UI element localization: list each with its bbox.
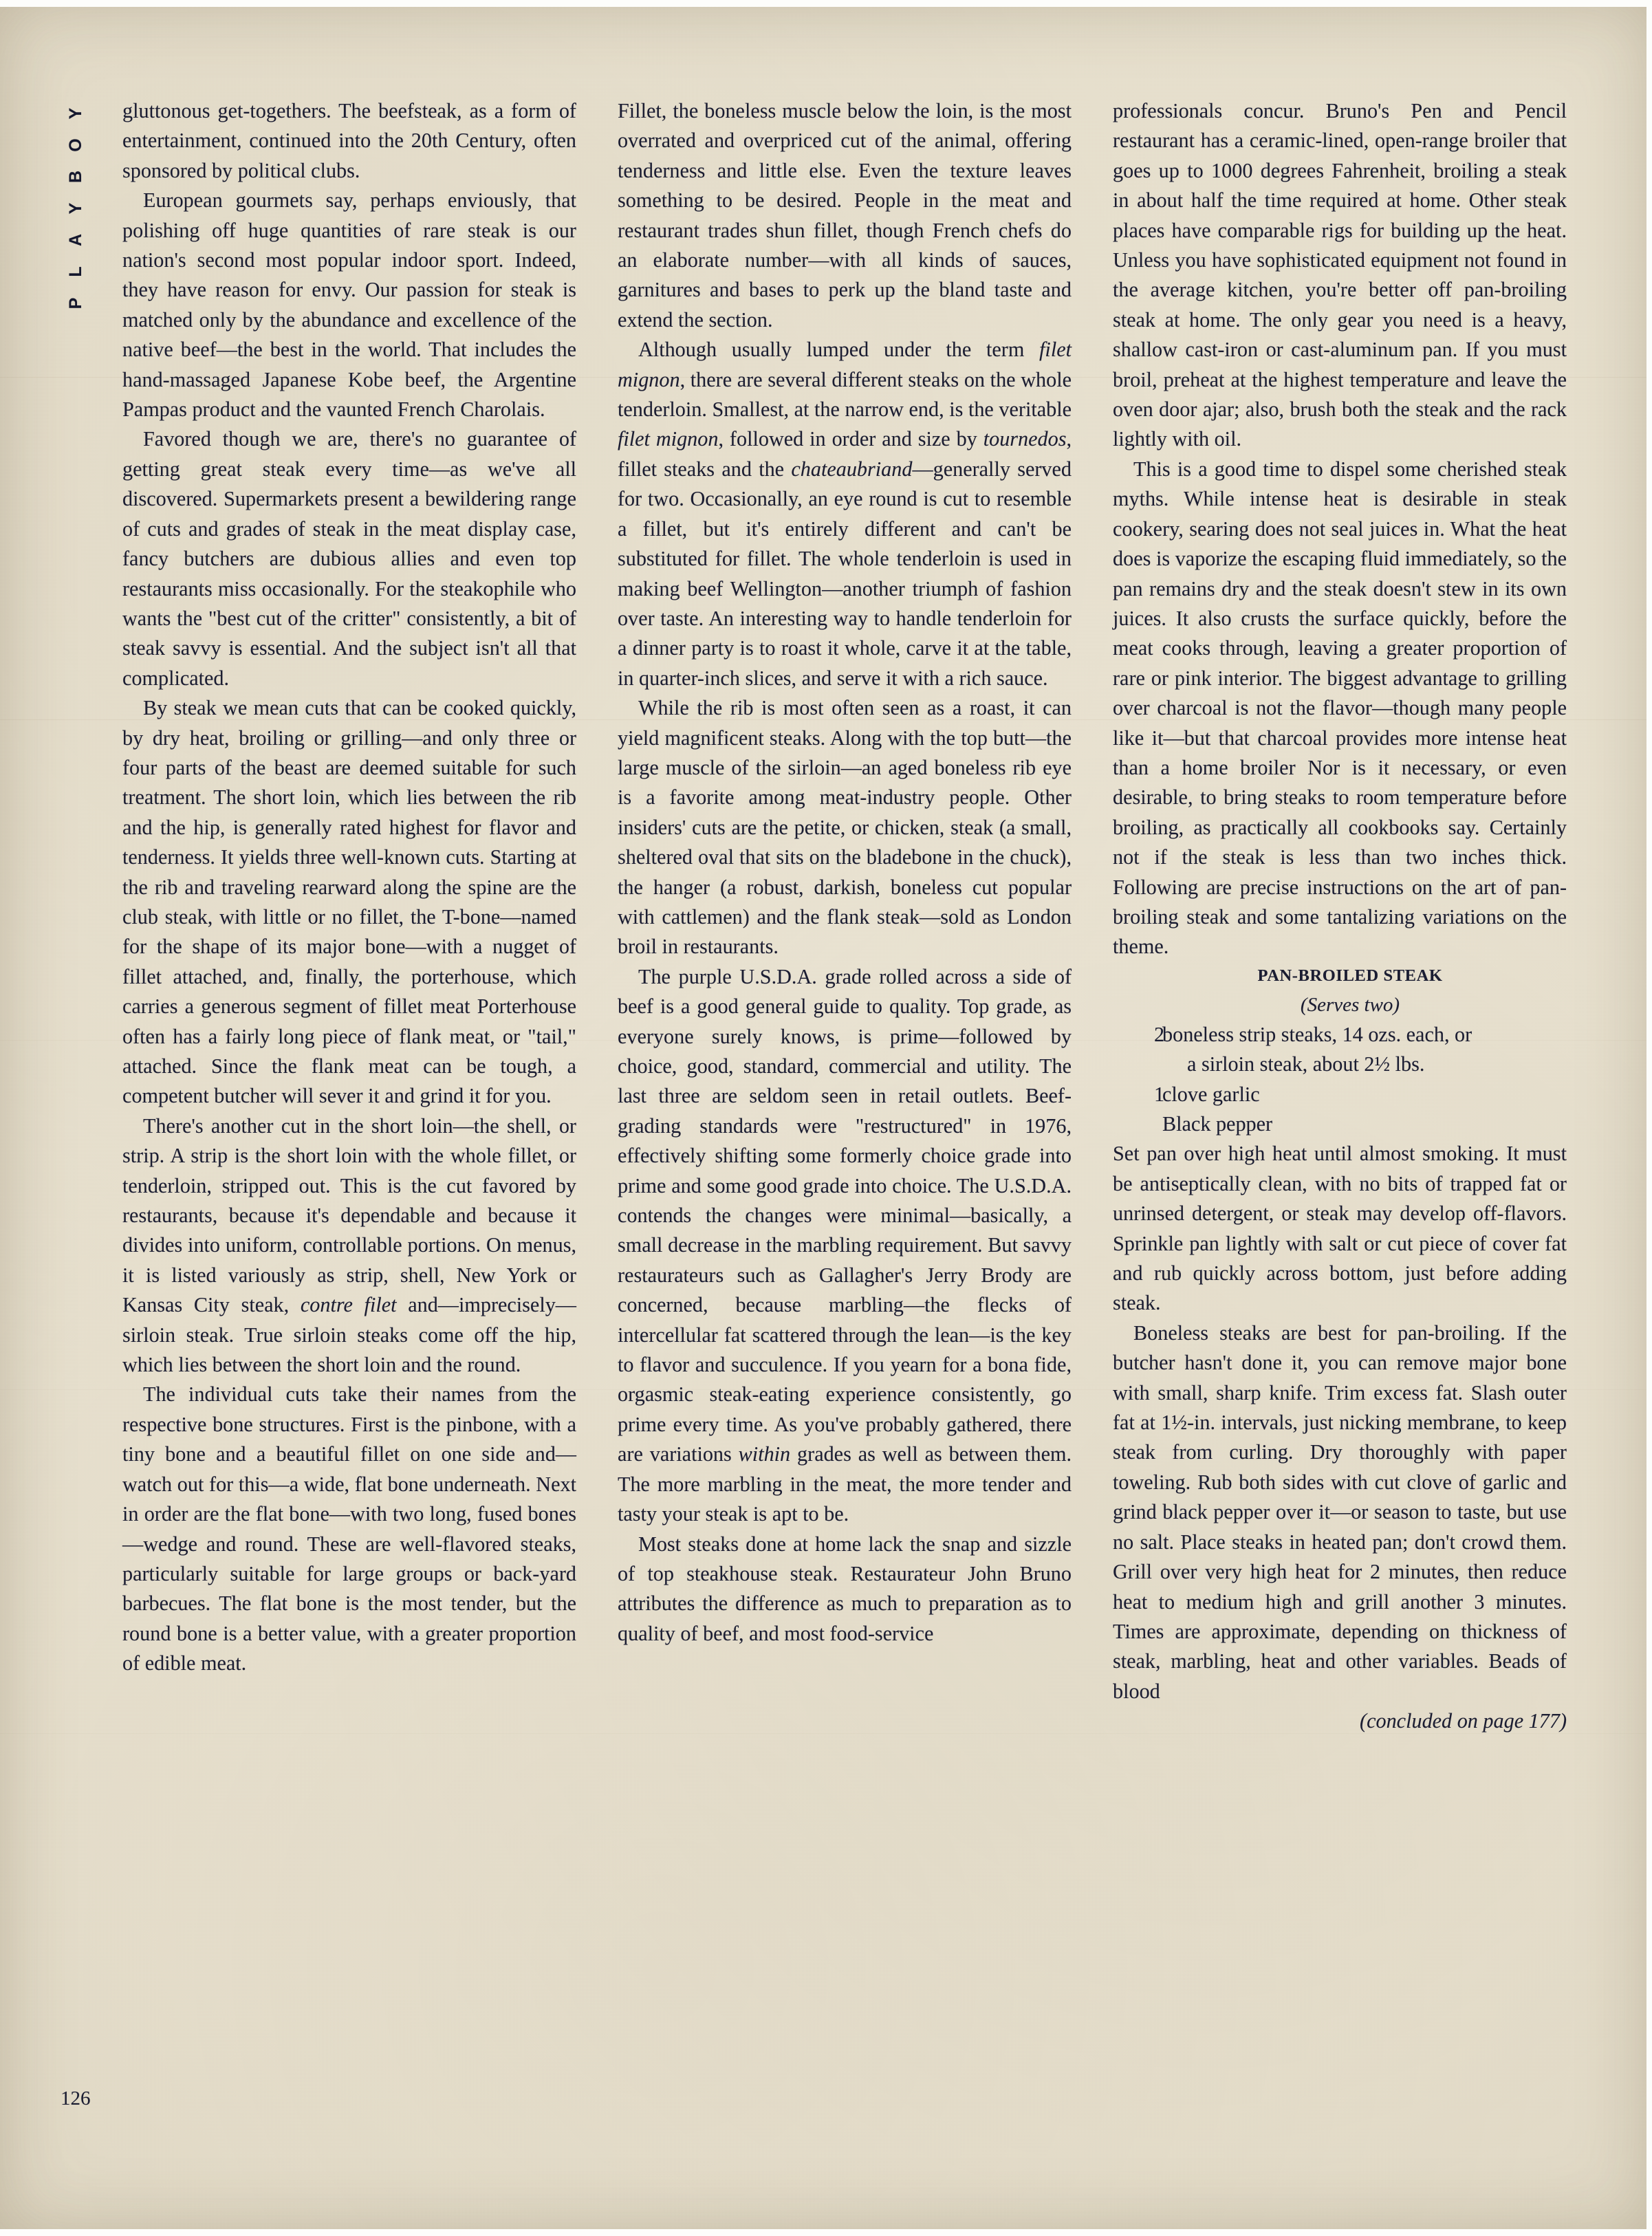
column-one (122, 96, 576, 1737)
ingredient-row (1113, 1109, 1567, 1139)
paragraph: Fillet, the boneless muscle below the loin, is the most overrated and overpriced cut of the animal, offering tenderness and little else. Even the texture leaves something to be desired. People in the meat and restaurant trades shun fillet, though French chefs do an elaborate number—with all kinds of sauces, garnitures and bases to perk up the bland taste and extend the section. (618, 99, 1072, 332)
playboy-masthead (61, 98, 91, 319)
masthead-char-b: B (66, 170, 85, 184)
ingredient-text: boneless strip steaks, 14 ozs. each, or (1162, 1022, 1472, 1046)
scan-edge-bottom (0, 2229, 1652, 2236)
column-three (1113, 96, 1567, 1737)
paragraph: This is a good time to dispel some cherished steak myths. While intense heat is desirable in steak cookery, searing does not seal juices in. What the heat does is vaporize the escaping fluid immediately, so the pan remains dry and the steak doesn't stew in its own juices. It also crusts the surface quickly, before the meat cooks through, leaving a greater proportion of rare or pink interior. The biggest advantage to grilling over charcoal is not the flavor—though many people like it—but that charcoal provides more intense heat than a home broiler Nor is it necessary, or even desirable, to bring steaks to room temperature before broiling, as practically all cookbooks say. Certainly not if the steak is less than two inches thick. Following are precise instructions on the art of pan-broiling steak and some tantalizing variations on the theme. (1113, 457, 1567, 959)
paragraph-text: The purple U.S.D.A. grade rolled across a side of beef is a good general guide to quality. Top grade, as everyone surely knows, is prime—followed by choice, good, standard, commercial and utility. The last three are seldom seen in retail outlets. Beef-grading standards were "restructured" in 1976, effectively shifting some formerly choice grade into prime and some good grade into choice. The U.S.D.A. contends the changes were minimal—basically, a small decrease in the marbling requirement. But savvy restaurateurs such as Gallagher's Jerry Brody are concerned, because marbling—the flecks of intercellular fat scattered through the lean—is the key to flavor and succulence. If you yearn for a bona fide, orgasmic steak-eating experience consistently, go prime every time. As you've probably gathered, there are variations within grades as well as between them. The more marbling in the meat, the more tender and tasty your steak is apt to be. (618, 964, 1072, 1526)
paragraph-text: Although usually lumped under the term filet mignon, there are several different steaks on the whole tenderloin. Smallest, at the narrow end, is the veritable filet mignon, followed in order and size by tournedos, fillet steaks and the chateaubriand—generally served for two. Occasionally, an eye round is cut to resemble a fillet, but it's entirely different and can't be substituted for fillet. The whole tenderloin is used in making beef Wellington—another triumph of fashion over taste. An interesting way to handle tenderloin for a dinner party is to roast it whole, carve it at the table, in quarter-inch slices, and serve it with a rich sauce. (618, 338, 1072, 690)
ingredient-quantity: 2 (1154, 1022, 1165, 1046)
masthead-char-y2: Y (66, 202, 85, 215)
ingredient-text: clove garlic (1162, 1082, 1260, 1106)
paragraph: gluttonous get-togethers. The beefsteak, as a form of entertainment, continued into the 20th Century, often sponsored by political clubs. (122, 99, 576, 182)
recipe-method-step: Boneless steaks are best for pan-broiling. If the butcher hasn't done it, you can remove major bone with small, sharp knife. Trim excess fat. Slash outer fat at 1½-in. intervals, just nicking membrane, to keep steak from curling. Dry thoroughly with paper toweling. Rub both sides with cut clove of garlic and grind black pepper over it—or season to taste, but use no salt. Place steaks in heated pan; don't crowd them. Grill over very high heat for 2 minutes, then reduce heat to medium high and grill another 3 minutes. Times are approximate, depending on thickness of steak, marbling, heat and other variables. Beads of blood (1113, 1321, 1567, 1703)
masthead-char-o: O (66, 138, 85, 152)
paragraph-with-italic (122, 1111, 576, 1380)
scan-edge-right (1646, 0, 1652, 2236)
ingredient-text: a sirloin steak, about 2½ lbs. (1187, 1052, 1425, 1076)
paragraph: By steak we mean cuts that can be cooked quickly, by dry heat, broiling or grilling—and only three or four parts of the beast are deemed suitable for such treatment. The short loin, which lies between the rib and the hip, is generally rated highest for flavor and tenderness. It yields three well-known cuts. Starting at the rib and traveling rearward along the spine are the club steak, with little or no fillet, the T-bone—named for the shape of its major bone—with a nugget of fillet attached, and, finally, the porterhouse, which carries a generous segment of fillet meat Porterhouse often has a fairly long piece of flank meat, or "tail," attached. Since the flank meat can be tough, a competent butcher will sever it and grind it for you. (122, 696, 576, 1108)
masthead-char-l: L (66, 266, 85, 277)
page-number: 126 (61, 2087, 91, 2109)
ingredient-row (1113, 1050, 1567, 1079)
paragraph: Favored though we are, there's no guarantee of getting great steak every time—as we've all discovered. Supermarkets present a bewildering range of cuts and grades of steak in the meat display case, fancy butchers are dubious allies and even top restaurants miss occasionally. For the steakophile who wants the "best cut of the critter" consistently, a bit of steak savvy is essential. And the subject isn't all that complicated. (122, 427, 576, 690)
paragraph: The individual cuts take their names from the respective bone structures. First is the pinbone, with a tiny bone and a beautiful fillet on one side and—watch out for this—a wide, flat bone underneath. Next in order are the flat bone—with two long, fused bones—wedge and round. These are well-flavored steaks, particularly suitable for large groups or back-yard barbecues. The flat bone is the most tender, but the round bone is a better value, with a greater proportion of edible meat. (122, 1382, 576, 1675)
paragraph: Most steaks done at home lack the snap and sizzle of top steakhouse steak. Restaurateur John Bruno attributes the difference as much to preparation as to quality of beef, and most food-service (618, 1532, 1072, 1645)
paragraph-with-italic (618, 335, 1072, 693)
masthead-char-a: A (66, 233, 85, 247)
recipe-title: PAN-BROILED STEAK (1257, 966, 1443, 985)
paragraph: While the rib is most often seen as a roast, it can yield magnificent steaks. Along with the top butt—the large muscle of the sirloin—an aged boneless rib eye is a favorite among meat-industry people. Other insiders' cuts are the petite, or chicken, steak (a small, sheltered oval that sits on the bladebone in the chuck), the hanger (a robust, darkish, boneless cut popular with cattlemen) and the flank steak—sold as London broil in restaurants. (618, 696, 1072, 959)
recipe-method-step: Set pan over high heat until almost smoking. It must be antiseptically clean, with no bits of trapped fat or unrinsed detergent, or steak may develop off-flavors. Sprinkle pan lightly with salt or cut piece of cover fat and rub quickly across bottom, just before adding steak. (1113, 1142, 1567, 1315)
paragraph-text: There's another cut in the short loin—the shell, or strip. A strip is the short loin with the whole fillet, or tenderloin, stripped out. This is the cut favored by restaurants, because it's dependable and because it divides into uniform, controllable portions. On menus, it is listed variously as strip, shell, New York or Kansas City steak, contre filet and—imprecisely—sirloin steak. True sirloin steaks come off the hip, which lies between the short loin and the round. (122, 1114, 576, 1377)
paragraph-with-italic (618, 962, 1072, 1530)
masthead-char-p: P (66, 297, 85, 310)
paragraph: professionals concur. Bruno's Pen and Pencil restaurant has a ceramic-lined, open-range broiler that goes up to 1000 degrees Fahrenheit, broiling a steak in about half the time required at home. Other steak places have comparable rigs for building up the heat. Unless you have sophisticated equipment not found in the average kitchen, you're better off pan-broiling steak at home. The only gear you need is a heavy, shallow cast-iron or cast-aluminum pan. If you must broil, preheat at the highest temperature and leave the oven door ajar; also, brush both the steak and the rack lightly with oil. (1113, 99, 1567, 451)
ingredient-row (1113, 1020, 1567, 1050)
ingredient-text: Black pepper (1162, 1112, 1273, 1136)
scan-edge-top (0, 0, 1652, 7)
ingredient-row (1113, 1080, 1567, 1109)
column-two (618, 96, 1072, 1737)
ingredient-quantity: 1 (1154, 1082, 1165, 1106)
article-body (122, 96, 1567, 1737)
paragraph: European gourmets say, perhaps enviously, that polishing off huge quantities of rare steak is our nation's second most popular indoor sport. Indeed, they have reason for envy. Our passion for steak is matched only by the abundance and excellence of the native beef—the best in the world. That includes the hand-massaged Japanese Kobe beef, the Argentine Pampas product and the vaunted French Charolais. (122, 188, 576, 422)
recipe-serves: (Serves two) (1300, 993, 1400, 1016)
masthead-char-y: Y (66, 107, 85, 120)
continuation-note: (concluded on page 177) (1360, 1709, 1567, 1733)
